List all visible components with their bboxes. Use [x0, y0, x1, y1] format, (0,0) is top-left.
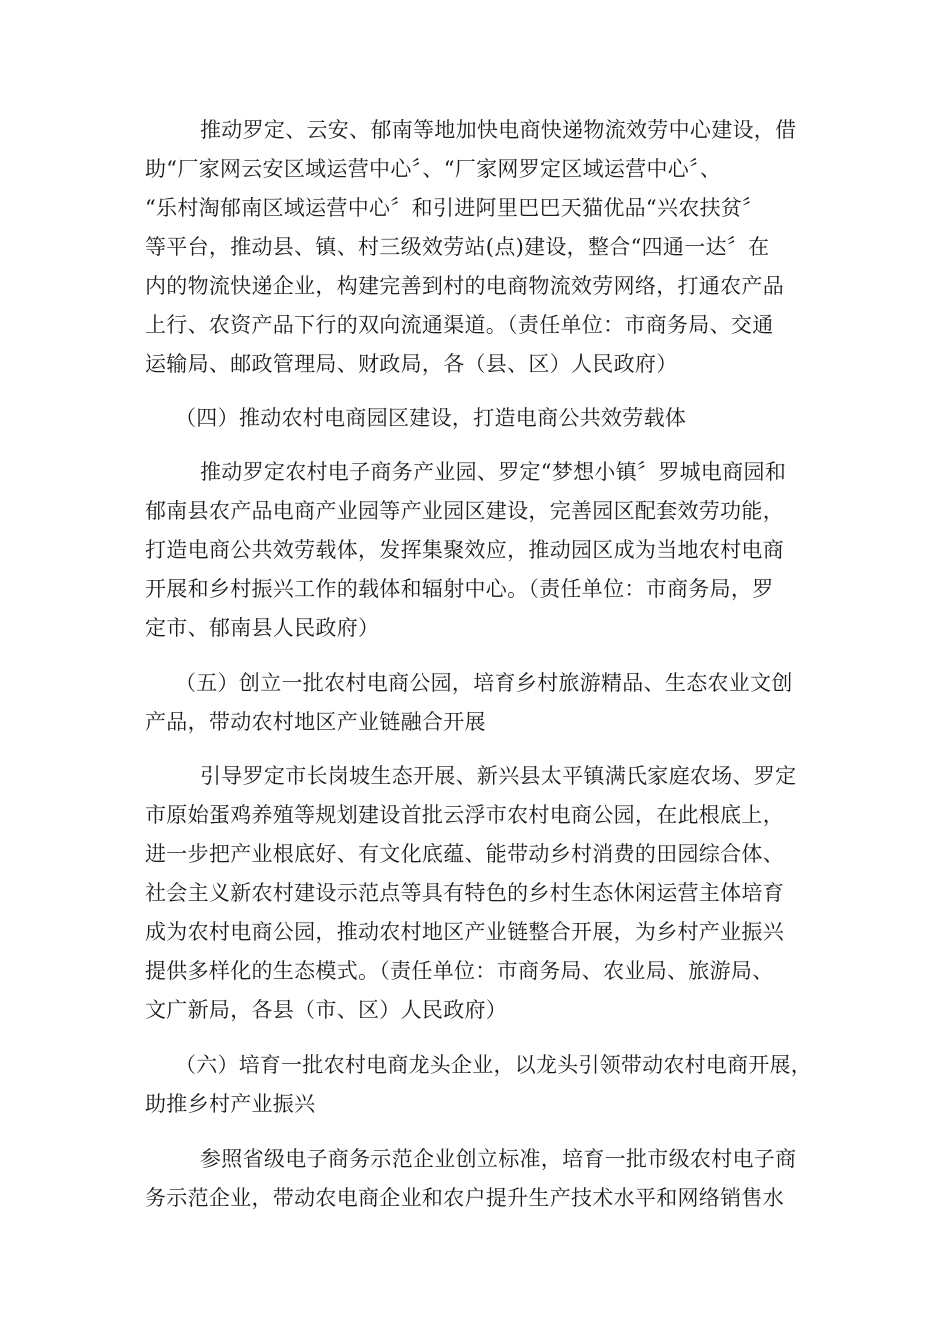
paragraph-line: 运输局、邮政管理局、财政局，各（县、区）人民政府）: [145, 352, 678, 376]
section-heading: （五）创立一批农村电商公园，培育乡村旅游精品、生态农业文创: [175, 671, 793, 695]
paragraph-line: 参照省级电子商务示范企业创立标准，培育一批市级农村电子商: [200, 1147, 797, 1171]
paragraph-line: 文广新局，各县（市、区）人民政府）: [145, 998, 508, 1022]
paragraph-line: 内的物流快递企业，构建完善到村的电商物流效劳网络，打通农产品: [145, 274, 784, 298]
paragraph-line: 开展和乡村振兴工作的载体和辐射中心。（责任单位：市商务局，罗: [145, 577, 774, 601]
paragraph-line: 提供多样化的生态模式。（责任单位：市商务局、农业局、旅游局、: [145, 959, 774, 983]
paragraph-line: 务示范企业，带动农电商企业和农户提升生产技术水平和网络销售水: [145, 1186, 784, 1210]
paragraph-line: 上行、农资产品下行的双向流通渠道。（责任单位：市商务局、交通: [145, 313, 774, 337]
paragraph-line: 社会主义新农村建设示范点等具有特色的乡村生态休闲运营主体培育: [145, 881, 784, 905]
section-heading: 产品，带动农村地区产业链融合开展: [145, 710, 486, 734]
paragraph-line: 推动罗定、云安、郁南等地加快电商快递物流效劳中心建设，借: [200, 118, 797, 142]
paragraph-line: 市原始蛋鸡养殖等规划建设首批云浮市农村电商公园，在此根底上，: [145, 803, 784, 827]
paragraph-line: 成为农村电商公园，推动农村地区产业链整合开展，为乡村产业振兴: [145, 920, 784, 944]
paragraph-line: 郁南县农产品电商产业园等产业园区建设，完善园区配套效劳功能，: [145, 499, 784, 523]
paragraph-line: 推动罗定农村电子商务产业园、罗定“梦想小镇〞罗城电商园和: [200, 460, 787, 484]
section-heading: 助推乡村产业振兴: [145, 1092, 316, 1116]
paragraph-line: 打造电商公共效劳载体，发挥集聚效应，推动园区成为当地农村电商: [145, 538, 784, 562]
paragraph-line: “乐村淘郁南区域运营中心〞和引进阿里巴巴天猫优品“兴农扶贫〞: [145, 196, 764, 220]
paragraph-line: 助“厂家网云安区域运营中心〞、“厂家网罗定区域运营中心〞、: [145, 157, 722, 181]
section-heading: （六）培育一批农村电商龙头企业，以龙头引领带动农村电商开展，: [175, 1053, 813, 1077]
paragraph-line: 进一步把产业根底好、有文化底蕴、能带动乡村消费的田园综合体、: [145, 842, 784, 866]
paragraph-line: 定市、郁南县人民政府）: [145, 616, 380, 640]
paragraph-line: 等平台，推动县、镇、村三级效劳站(点)建设，整合“四通一达〞在: [145, 235, 770, 259]
section-heading: （四）推动农村电商园区建设，打造电商公共效劳载体: [175, 406, 687, 430]
paragraph-line: 引导罗定市长岗坡生态开展、新兴县太平镇满氏家庭农场、罗定: [200, 764, 797, 788]
